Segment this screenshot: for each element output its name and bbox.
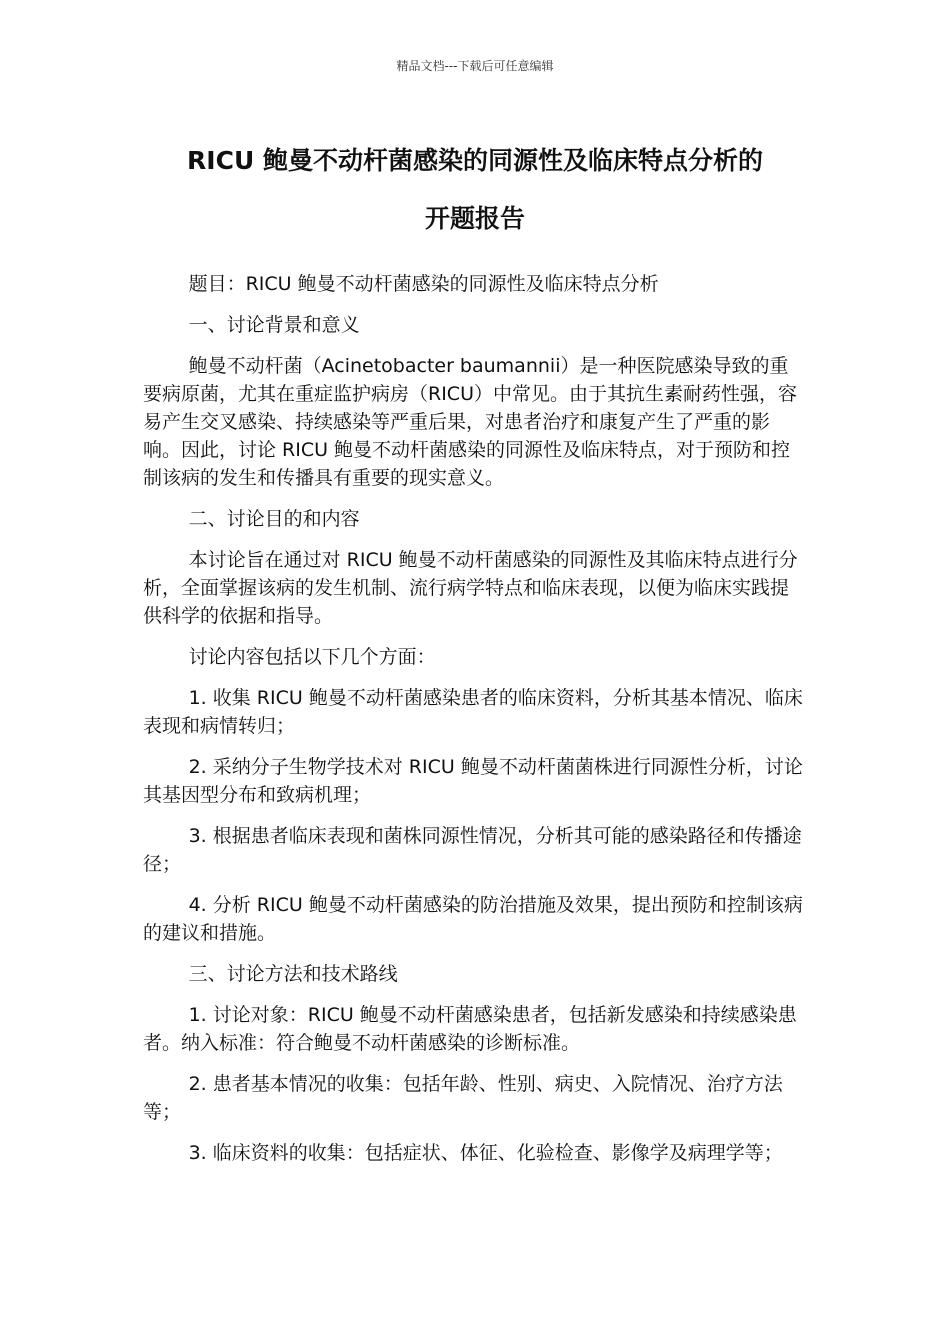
method-item-3: 3. 临床资料的收集：包括症状、体征、化验检查、影像学及病理学等； [188,1142,783,1164]
method-item-2: 2. 患者基本情况的收集：包括年龄、性别、病史、入院情况、治疗方法等； [143,1073,783,1123]
method-item-1: 1. 讨论对象：RICU 鲍曼不动杆菌感染患者，包括新发感染和持续感染患者。纳入标准：符合鲍曼不动杆菌感染的诊断标准。 [143,1004,797,1054]
section-heading-background: 一、讨论背景和意义 [188,314,360,336]
document-title [120,132,830,248]
purpose-paragraph: 本讨论旨在通过对 RICU 鲍曼不动杆菌感染的同源性及其临床特点进行分析，全面掌握该病的发生机制、流行病学特点和临床表现，以便为临床实践提供科学的依据和指导。 [143,549,798,627]
page-header: 精品文档---下载后可任意编辑 [396,59,554,73]
content-item-3: 3. 根据患者临床表现和菌株同源性情况，分析其可能的感染路径和传播途径； [143,825,802,875]
document-body [143,270,807,1180]
section-heading-methods: 三、讨论方法和技术路线 [188,963,398,985]
content-item-4: 4. 分析 RICU 鲍曼不动杆菌感染的防治措施及效果，提出预防和控制该病的建议和措施。 [143,894,803,944]
section-heading-purpose: 二、讨论目的和内容 [188,508,360,530]
background-paragraph: 鲍曼不动杆菌（Acinetobacter baumannii）是一种医院感染导致的重要病原菌，尤其在重症监护病房（RICU）中常见。由于其抗生素耐药性强，容易产生交叉感染、持续感染等严重后果，对患者治疗和康复产生了严重的影响。因此，讨论 RICU 鲍曼不动杆菌感染的同源性及临床特点，对于预防和控制该病的发生和传播具有重要的现实意义。 [143,355,797,489]
topic-line: 题目：RICU 鲍曼不动杆菌感染的同源性及临床特点分析 [188,273,659,295]
content-item-2: 2. 采纳分子生物学技术对 RICU 鲍曼不动杆菌菌株进行同源性分析，讨论其基因型分布和致病机理； [143,756,803,806]
title-line-2: 开题报告 [424,204,525,233]
title-line-1: RICU 鲍曼不动杆菌感染的同源性及临床特点分析的 [187,146,763,175]
content-item-1: 1. 收集 RICU 鲍曼不动杆菌感染患者的临床资料，分析其基本情况、临床表现和病情转归； [143,687,803,737]
content-intro: 讨论内容包括以下几个方面： [188,646,436,668]
